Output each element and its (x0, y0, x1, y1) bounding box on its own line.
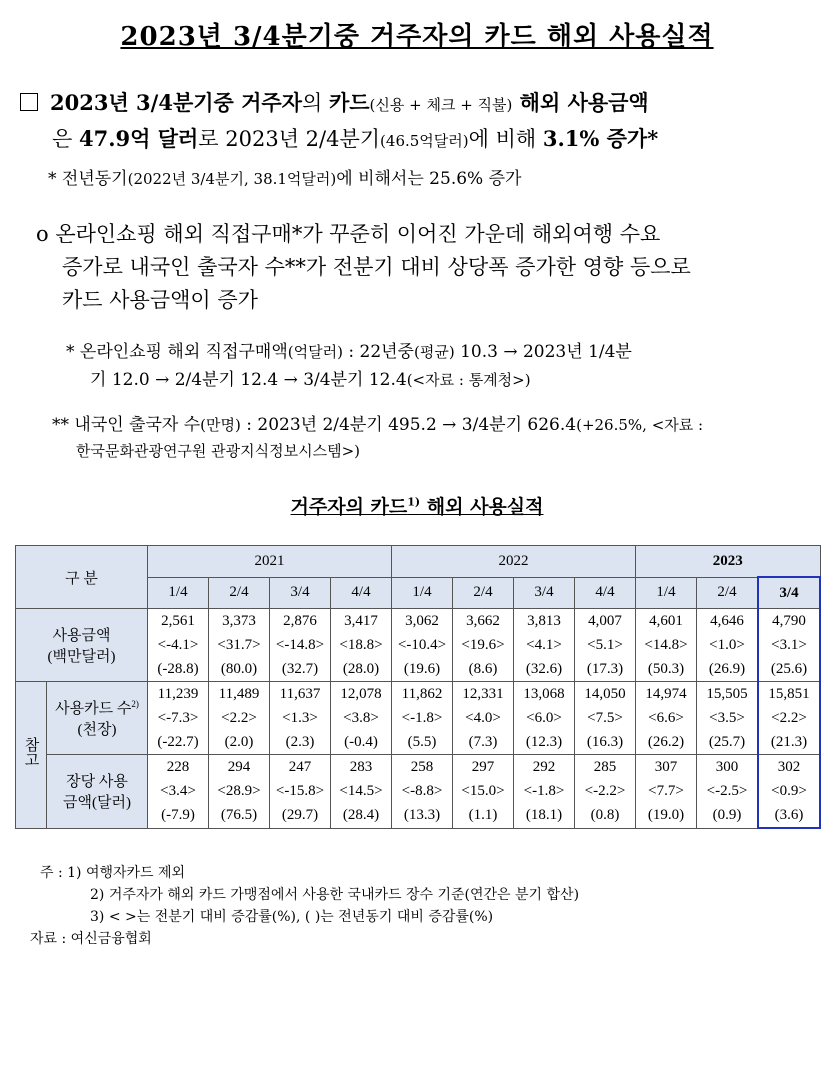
table-cell (148, 755, 209, 829)
quarter-header: 1/4 (636, 577, 697, 609)
cell-value: 285 (593, 759, 617, 776)
row-label-sup: 2) (131, 699, 139, 709)
cell-value: 4,007 (588, 613, 622, 629)
table-cell (636, 755, 697, 829)
cell-qoq-rate: <28.9> (217, 783, 261, 800)
cell-qoq-rate: <7.5> (587, 710, 623, 726)
table-cell (331, 755, 392, 829)
row-label (47, 755, 148, 829)
cell-value: 4,646 (710, 613, 744, 629)
note-text: (억달러) (287, 343, 343, 361)
table-cell (697, 682, 759, 755)
summary-text: 에 비해 (468, 127, 543, 151)
note-text: 한국문화관광연구원 관광지식정보시스템>) (76, 442, 361, 460)
cell-yoy-rate: (1.1) (468, 807, 498, 824)
table-cell (758, 755, 820, 829)
cell-value: 12,078 (340, 686, 382, 702)
table-cell (331, 609, 392, 682)
cell-value: 15,851 (768, 686, 810, 702)
cell-yoy-rate: (-22.7) (157, 734, 199, 750)
row-label-line (16, 624, 147, 645)
summary-text: 의 (301, 91, 329, 115)
table-cell (575, 755, 636, 829)
row-label-text: 사용금액 (52, 628, 111, 644)
cell-value: 11,489 (218, 686, 260, 702)
footnote: 주 : 1) 여행자카드 제외 (40, 865, 186, 881)
cell-value: 307 (654, 759, 678, 776)
cell-value: 294 (227, 759, 251, 776)
summary-prev-amount: (46.5억달러) (380, 132, 469, 150)
cell-value: 14,050 (584, 686, 626, 702)
note-text: (2022년 3/4분기, 38.1억달러) (127, 170, 337, 188)
table-title (0, 492, 834, 519)
note-text: (<자료 : 통계청>) (406, 371, 531, 389)
cell-qoq-rate: <7.7> (648, 783, 684, 800)
cell-yoy-rate: (2.0) (224, 734, 254, 750)
table-cell (392, 682, 453, 755)
cell-qoq-rate: <14.8> (644, 637, 688, 653)
note-text: 에 비해서는 25.6% 증가 (336, 169, 522, 189)
note-text: (+26.5%, <자료 : (576, 416, 704, 434)
cell-qoq-rate: <0.9> (771, 783, 807, 799)
quarter-header: 3/4 (270, 577, 331, 609)
cell-value: 11,239 (157, 686, 199, 702)
table-cell (697, 609, 759, 682)
cell-qoq-rate: <19.6> (461, 637, 505, 653)
summary-subject: 2023년 3/4분기중 거주자 (50, 90, 302, 115)
footnotes (30, 862, 580, 950)
cell-qoq-rate: <31.7> (217, 637, 261, 653)
summary-amount: 47.9억 달러 (78, 126, 199, 151)
cell-yoy-rate: (-7.9) (161, 807, 195, 824)
table-cell (209, 609, 270, 682)
summary-usage: 해외 사용금액 (512, 90, 649, 115)
cell-yoy-rate: (19.6) (403, 661, 441, 677)
cell-yoy-rate: (16.3) (586, 734, 624, 750)
reference-label (16, 682, 47, 829)
summary-card-types: (신용 + 체크 + 직불) (369, 96, 513, 114)
cell-value: 13,068 (523, 686, 565, 702)
footnote: 2) 거주자가 해외 카드 가맹점에서 사용한 국내카드 장수 기준(연간은 분기 합산) (90, 887, 580, 903)
cell-yoy-rate: (19.0) (647, 807, 685, 824)
cell-value: 11,637 (279, 686, 321, 702)
summary-card: 카드 (328, 90, 370, 115)
reason-paragraph (36, 218, 796, 317)
card-usage-table (15, 545, 821, 829)
table-corner: 구 분 (16, 546, 148, 609)
cell-yoy-rate: (5.5) (407, 734, 437, 750)
table-cell (636, 682, 697, 755)
cell-yoy-rate: (32.7) (281, 661, 319, 677)
quarter-header: 4/4 (331, 577, 392, 609)
row-label-line: (천장) (77, 722, 117, 738)
footnote: 3) < >는 전분기 대비 증감률(%), ( )는 전년동기 대비 증감률(%) (90, 909, 494, 925)
table-cell (392, 609, 453, 682)
note-text: : 2023년 2/4분기 495.2 → 3/4분기 626.4 (240, 415, 577, 435)
cell-value: 4,790 (772, 613, 806, 629)
table-title-text: 해외 사용실적 (420, 496, 544, 518)
table-cell (453, 682, 514, 755)
cell-value: 2,876 (283, 613, 317, 629)
cell-value: 3,373 (222, 613, 256, 629)
reference-label-text: 참고 (22, 737, 39, 768)
cell-value: 3,417 (344, 613, 378, 629)
note-departures (52, 412, 812, 464)
table-title-sup: 1) (407, 495, 421, 509)
table-cell (392, 755, 453, 829)
table-cell (514, 682, 575, 755)
row-label-text: 사용카드 수 (55, 701, 132, 717)
cell-qoq-rate: <2.2> (771, 710, 807, 726)
cell-qoq-rate: <-7.3> (157, 710, 199, 726)
table-title-text: 거주자의 카드 (290, 496, 408, 518)
cell-yoy-rate: (7.3) (468, 734, 498, 750)
cell-qoq-rate: <-2.5> (706, 783, 748, 800)
table-cell (148, 609, 209, 682)
table-cell (575, 609, 636, 682)
cell-qoq-rate: <18.8> (339, 637, 383, 653)
cell-qoq-rate: <-1.8> (401, 710, 443, 726)
year-header: 2023 (636, 546, 821, 578)
table-cell (453, 609, 514, 682)
table-cell (514, 755, 575, 829)
cell-qoq-rate: <3.4> (160, 783, 196, 800)
cell-value: 3,062 (405, 613, 439, 629)
row-label (16, 609, 148, 682)
quarter-header: 2/4 (209, 577, 270, 609)
cell-value: 11,862 (401, 686, 443, 702)
cell-qoq-rate: <2.2> (221, 710, 257, 726)
cell-yoy-rate: (80.0) (220, 661, 258, 677)
row-label-line: 금액(달러) (63, 795, 131, 812)
cell-value: 297 (471, 759, 495, 776)
quarter-header: 2/4 (453, 577, 514, 609)
cell-yoy-rate: (0.8) (590, 807, 620, 824)
summary-text: 로 2023년 2/4분기 (198, 127, 381, 151)
table-cell (209, 682, 270, 755)
cell-qoq-rate: <-14.8> (275, 637, 325, 653)
cell-qoq-rate: <14.5> (339, 783, 383, 800)
cell-yoy-rate: (50.3) (647, 661, 685, 677)
cell-yoy-rate: (32.6) (525, 661, 563, 677)
year-header: 2022 (392, 546, 636, 578)
cell-value: 4,601 (649, 613, 683, 629)
cell-value: 2,561 (161, 613, 195, 629)
row-label-text: 장당 사용 (66, 774, 128, 791)
quarter-header: 3/4 (758, 577, 820, 609)
cell-qoq-rate: <-10.4> (397, 637, 447, 653)
note-text: 10.3 → 2023년 1/4분 (454, 342, 632, 362)
cell-yoy-rate: (8.6) (468, 661, 498, 677)
note-text: 기 12.0 → 2/4분기 12.4 → 3/4분기 12.4 (90, 370, 407, 390)
cell-yoy-rate: (29.7) (281, 807, 319, 824)
table-cell (758, 609, 820, 682)
cell-value: 12,331 (462, 686, 504, 702)
note-text: * 전년동기 (48, 169, 128, 189)
cell-yoy-rate: (28.4) (342, 807, 380, 824)
cell-qoq-rate: <6.0> (526, 710, 562, 726)
cell-value: 247 (288, 759, 312, 776)
table-cell (575, 682, 636, 755)
cell-yoy-rate: (28.0) (342, 661, 380, 677)
note-online-shopping (66, 338, 796, 394)
row-label-line: (백만달러) (47, 649, 116, 665)
cell-qoq-rate: <15.0> (461, 783, 505, 800)
cell-qoq-rate: <1.0> (709, 637, 745, 653)
note-yoy (48, 164, 521, 189)
cell-yoy-rate: (25.6) (770, 661, 808, 677)
table-cell (697, 755, 759, 829)
summary-growth: 3.1% 증가* (542, 126, 659, 151)
note-text: * 온라인쇼핑 해외 직접구매액 (66, 342, 288, 362)
cell-value: 292 (532, 759, 556, 776)
cell-qoq-rate: <4.0> (465, 710, 501, 726)
table-cell (331, 682, 392, 755)
quarter-header: 2/4 (697, 577, 759, 609)
table-cell (270, 682, 331, 755)
cell-qoq-rate: <5.1> (587, 637, 623, 653)
cell-value: 283 (349, 759, 373, 776)
note-text: (평균) (413, 343, 455, 361)
cell-yoy-rate: (26.9) (708, 661, 746, 677)
table-cell (636, 609, 697, 682)
year-header: 2021 (148, 546, 392, 578)
cell-yoy-rate: (2.3) (285, 734, 315, 750)
cell-yoy-rate: (76.5) (220, 807, 258, 824)
reason-line: 카드 사용금액이 증가 (62, 288, 258, 312)
cell-qoq-rate: <-2.2> (584, 783, 626, 800)
cell-value: 3,813 (527, 613, 561, 629)
source-note: 자료 : 여신금융협회 (30, 931, 152, 947)
cell-yoy-rate: (-0.4) (344, 734, 378, 750)
cell-qoq-rate: <-4.1> (157, 637, 199, 653)
cell-value: 300 (715, 759, 739, 776)
table-cell (148, 682, 209, 755)
reason-line: o 온라인쇼핑 해외 직접구매*가 꾸준히 이어진 가운데 해외여행 수요 (36, 222, 661, 246)
cell-qoq-rate: <3.8> (343, 710, 379, 726)
quarter-header: 1/4 (148, 577, 209, 609)
reason-line: 증가로 내국인 출국자 수**가 전분기 대비 상당폭 증가한 영향 등으로 (62, 255, 691, 279)
summary-paragraph (20, 86, 810, 158)
table-cell (514, 609, 575, 682)
note-text: ** 내국인 출국자 수 (52, 415, 201, 435)
cell-qoq-rate: <-1.8> (523, 783, 565, 800)
quarter-header: 1/4 (392, 577, 453, 609)
row-label-line (47, 770, 147, 791)
table-cell (209, 755, 270, 829)
cell-qoq-rate: <4.1> (526, 637, 562, 653)
cell-qoq-rate: <1.3> (282, 710, 318, 726)
cell-value: 3,662 (466, 613, 500, 629)
cell-yoy-rate: (12.3) (525, 734, 563, 750)
cell-value: 14,974 (645, 686, 687, 702)
checkbox-square-icon (20, 93, 38, 111)
quarter-header: 3/4 (514, 577, 575, 609)
row-label (47, 682, 148, 755)
cell-yoy-rate: (0.9) (712, 807, 742, 824)
cell-yoy-rate: (13.3) (403, 807, 441, 824)
cell-value: 15,505 (706, 686, 748, 702)
table-cell (270, 755, 331, 829)
cell-qoq-rate: <3.1> (771, 637, 807, 653)
quarter-header: 4/4 (575, 577, 636, 609)
cell-qoq-rate: <3.5> (709, 710, 745, 726)
cell-yoy-rate: (3.6) (774, 807, 804, 823)
cell-yoy-rate: (26.2) (647, 734, 685, 750)
cell-yoy-rate: (21.3) (770, 734, 808, 750)
page-title: 2023년 3/4분기중 거주자의 카드 해외 사용실적 (120, 22, 714, 52)
note-text: : 22년중 (342, 342, 414, 362)
summary-text: 은 (52, 127, 79, 151)
table-cell (453, 755, 514, 829)
table-cell (758, 682, 820, 755)
cell-qoq-rate: <-15.8> (275, 783, 325, 800)
table-cell (270, 609, 331, 682)
cell-yoy-rate: (25.7) (708, 734, 746, 750)
note-text: (만명) (200, 416, 241, 434)
cell-qoq-rate: <-8.8> (401, 783, 443, 800)
row-label-line (47, 697, 147, 718)
cell-yoy-rate: (17.3) (586, 661, 624, 677)
cell-value: 258 (410, 759, 434, 776)
cell-qoq-rate: <6.6> (648, 710, 684, 726)
cell-yoy-rate: (-28.8) (157, 661, 199, 677)
cell-value: 302 (777, 759, 801, 775)
cell-value: 228 (166, 759, 190, 776)
cell-yoy-rate: (18.1) (525, 807, 563, 824)
